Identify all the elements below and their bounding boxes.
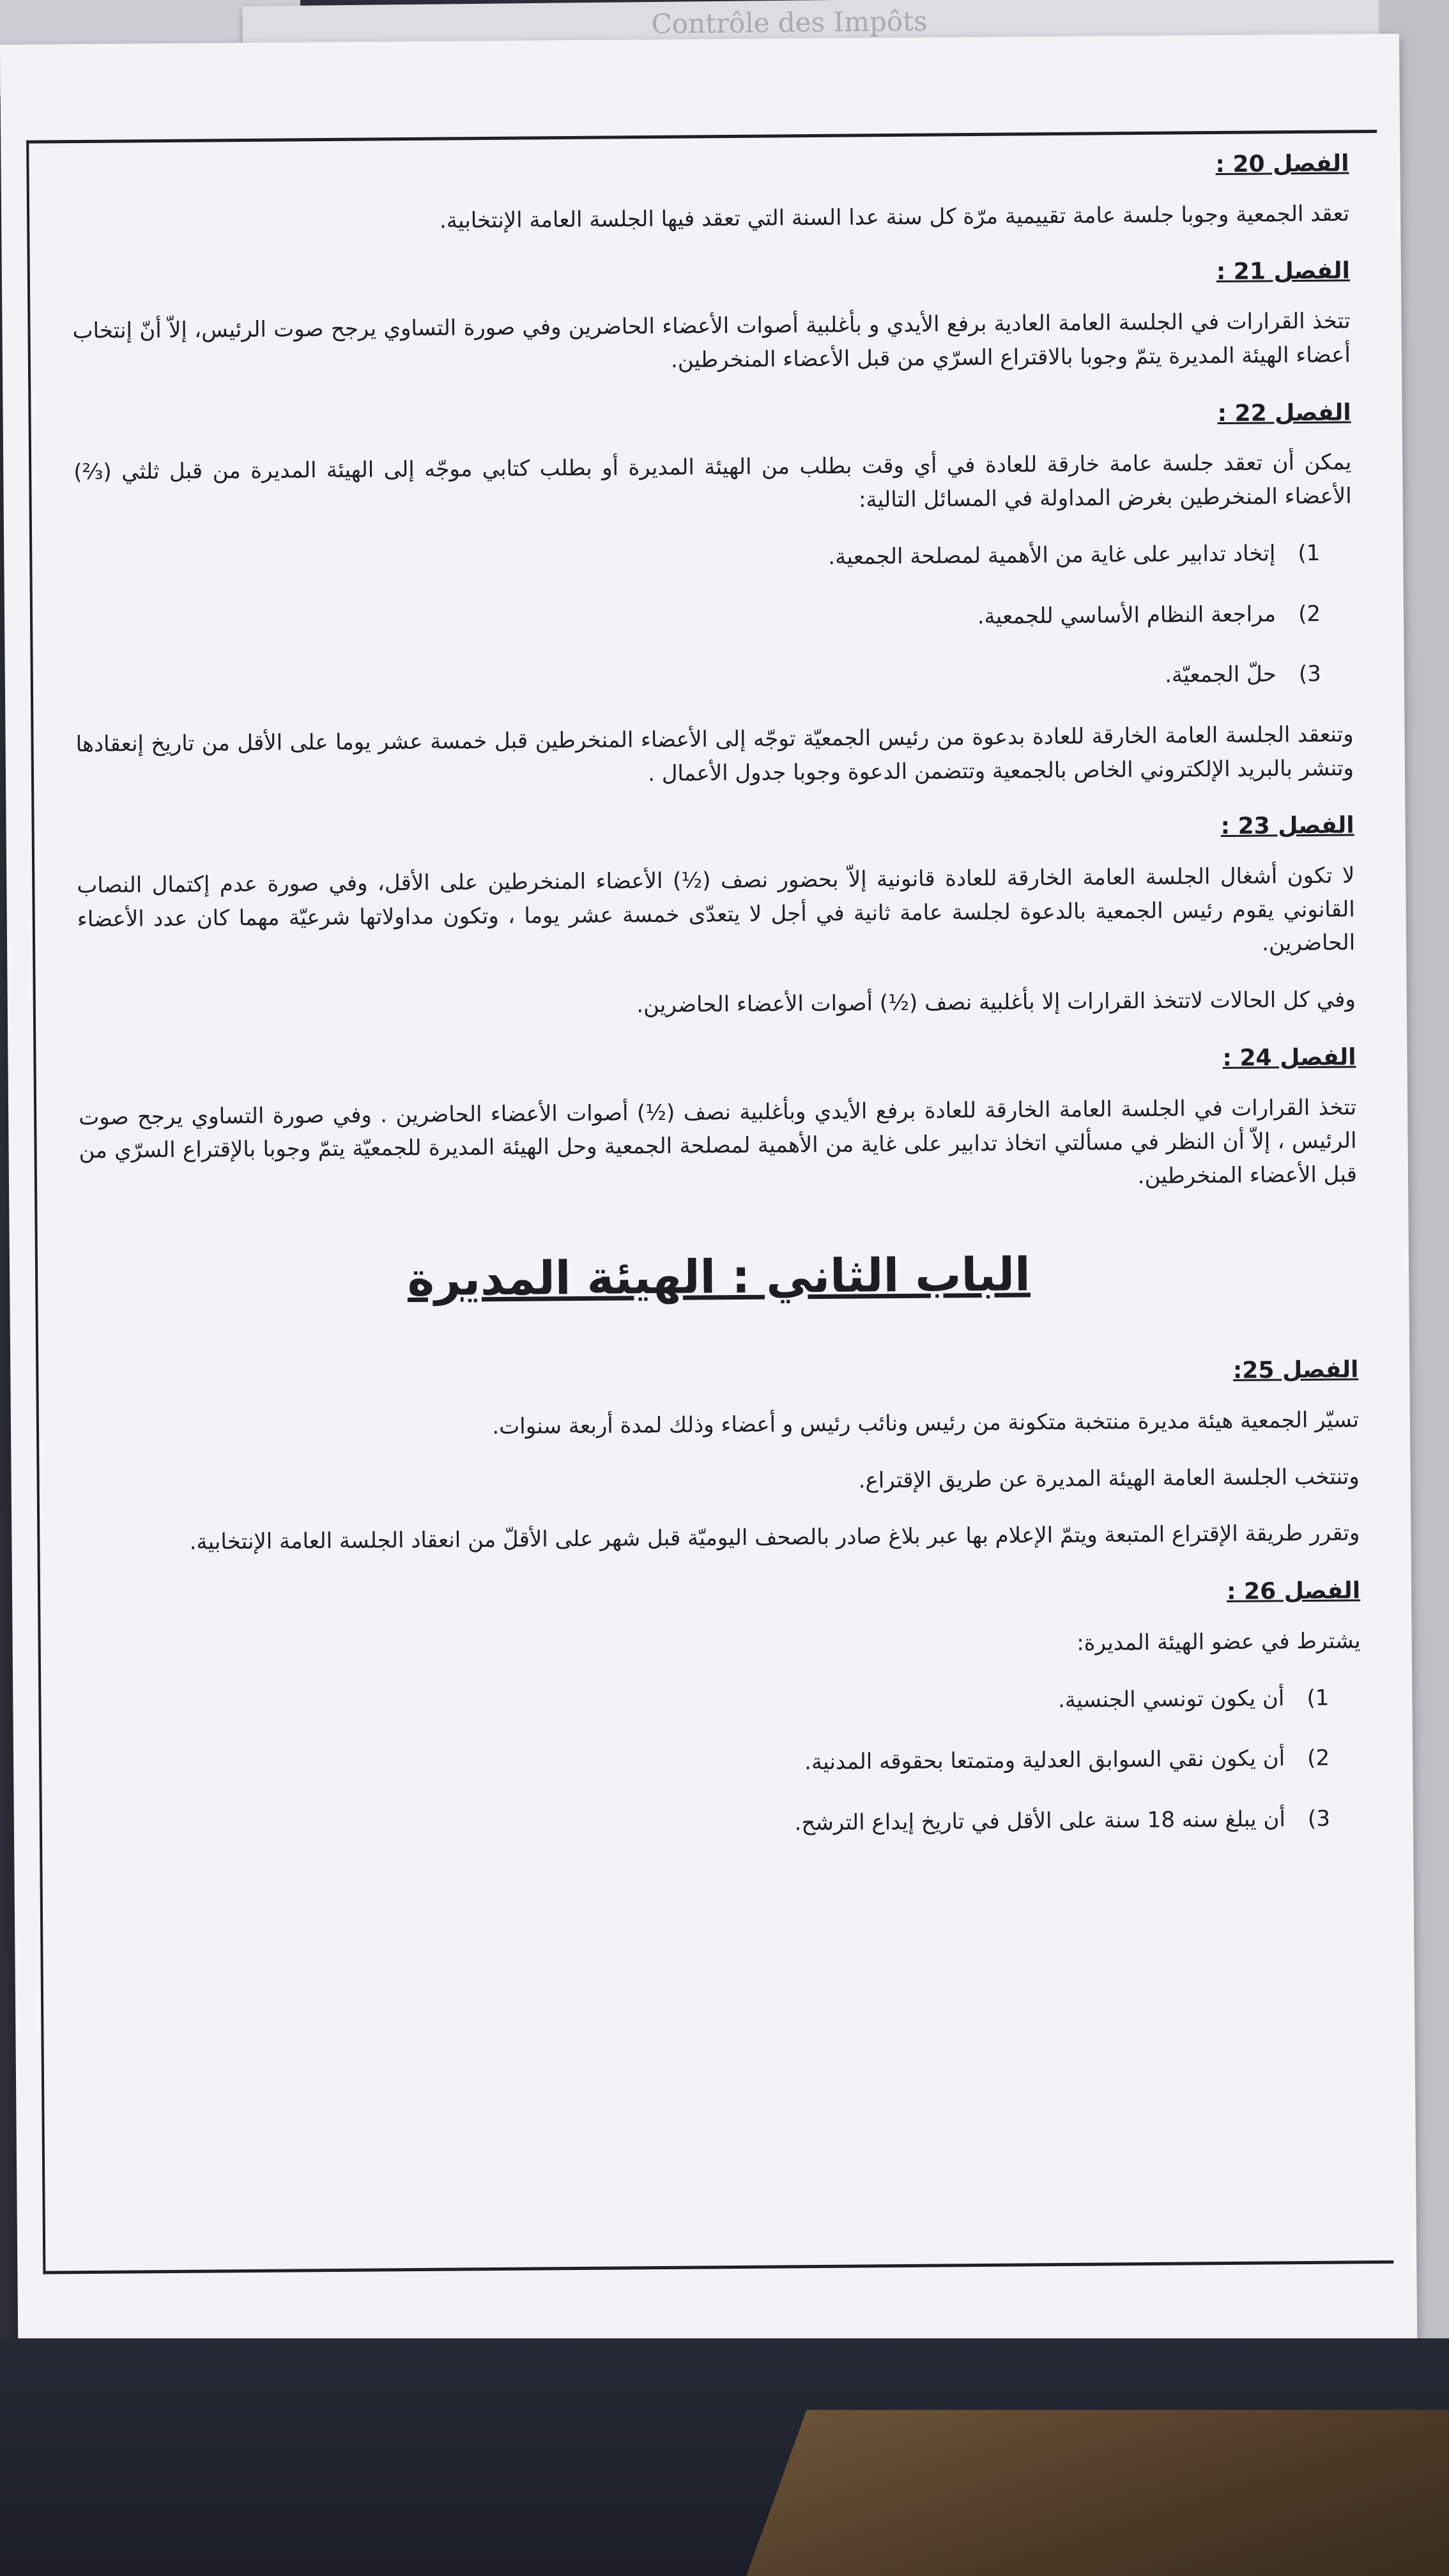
article-23-text-1: لا تكون أشغال الجلسة العامة الخارقة للعادة قانونية إلاّ بحضور نصف (½) الأعضاء المنخرطين على الأقل، وفي صورة عدم إكتمال النصاب القانوني يقوم رئيس الجمعية بالدعوة لجلسة عامة ثانية في أجل لا يتعدّى خمسة عشر يوما ، وتكون مداولاتها شرعيّة مهما كان عدد الأعضاء الحاضرين. <box>77 862 1356 956</box>
article-26-heading: الفصل 26 : <box>1226 1577 1361 1606</box>
article-22-intro: يمكن أن تعقد جلسة عامة خارقة للعادة في أي وقت بطلب من الهيئة المديرة أو بطلب كتابي موجّه إلى الهيئة المديرة من قبل ثلثي (⅔) الأعضاء المنخرطين بغرض المداولة في المسائل التالية: <box>73 449 1352 513</box>
list-item: 3)حلّ الجمعيّة. <box>1164 661 1321 688</box>
list-item: 3)أن يبلغ سنه 18 سنة على الأقل في تاريخ إيداع الترشح. <box>794 1805 1331 1836</box>
list-item: 2)مراجعة النظام الأساسي للجمعية. <box>977 601 1321 629</box>
background-wood <box>746 2410 1449 2576</box>
article-21-text: تتخذ القرارات في الجلسة العامة العادية برفع الأيدي و بأغلبية أصوات الأعضاء الحاضرين وفي صورة التساوي يرجح صوت الرئيس، إلاّ أنّ إنتخاب أعضاء الهيئة المديرة يتمّ وجوبا بالاقتراع السرّي من قبل الأعضاء المنخرطين. <box>72 308 1351 373</box>
article-25-text-2: وتنتخب الجلسة العامة الهيئة المديرة عن طريق الإقتراع. <box>858 1464 1360 1494</box>
article-23-text-2: وفي كل الحالات لاتتخذ القرارات إلا بأغلبية نصف (½) أصوات الأعضاء الحاضرين. <box>636 986 1356 1018</box>
article-22-list <box>74 536 1353 701</box>
list-item: 2)أن يكون نقي السوابق العدلية ومتمتعا بحقوقه المدنية. <box>804 1745 1330 1775</box>
article-25-text-1: تسيّر الجمعية هيئة مديرة منتخبة متكونة من رئيس ونائب رئيس و أعضاء وذلك لمدة أربعة سنوات. <box>492 1407 1360 1440</box>
document-body <box>71 146 1362 1872</box>
article-26-intro: يشترط في عضو الهيئة المديرة: <box>1077 1628 1361 1656</box>
chapter-title: الباب الثاني : الهيئة المديرة <box>407 1247 1031 1306</box>
article-20-text: تعقد الجمعية وجوبا جلسة عامة تقييمية مرّة كل سنة عدا السنة التي تعقد فيها الجلسة العامة الإنتخابية. <box>439 201 1350 234</box>
article-20-heading: الفصل 20 : <box>1215 150 1349 178</box>
article-25-text-3: وتقرر طريقة الإقتراع المتبعة ويتمّ الإعلام بها عبر بلاغ صادر بالصحف اليوميّة قبل شهر على الأقلّ من انعقاد الجلسة العامة الإنتخابية. <box>189 1520 1360 1556</box>
list-item: 1)إتخاد تدابير على غاية من الأهمية لمصلحة الجمعية. <box>828 540 1321 570</box>
document-page <box>0 34 1418 2370</box>
article-23-heading: الفصل 23 : <box>1220 812 1354 840</box>
article-24-heading: الفصل 24 : <box>1222 1044 1356 1071</box>
article-25-heading: الفصل 25: <box>1232 1356 1359 1384</box>
article-24-text: تتخذ القرارات في الجلسة العامة الخارقة للعادة برفع الأيدي وبأغلبية نصف (½) أصوات الأعضاء الحاضرين . وفي صورة التساوي يرجح صوت الرئيس ، إلاّ أن النظر في مسألتي اتخاذ تدابير على غاية من الأهمية لمصلحة الجمعية وحل الهيئة المديرة للجمعيّة يتمّ وجوبا بالإقتراع السرّي من قبل الأعضاء المنخرطين. <box>79 1094 1358 1190</box>
article-26-list <box>83 1681 1362 1846</box>
background-surface <box>0 2338 1449 2576</box>
list-item: 1)أن يكون تونسي الجنسية. <box>1057 1685 1330 1713</box>
article-22-outro: وتنعقد الجلسة العامة الخارقة للعادة بدعوة من رئيس الجمعيّة توجّه إلى الأعضاء المنخرطين قبل خمسة عشر يوما على الأقل من تاريخ إنعقادها وتنشر بالبريد الإلكتروني الخاص بالجمعية وتتضمن الدعوة وجوبا جدول الأعمال . <box>75 721 1354 786</box>
faint-header-text: Contrôle des Impôts <box>651 5 928 40</box>
article-21-heading: الفصل 21 : <box>1216 257 1351 286</box>
article-22-heading: الفصل 22 : <box>1217 399 1351 427</box>
